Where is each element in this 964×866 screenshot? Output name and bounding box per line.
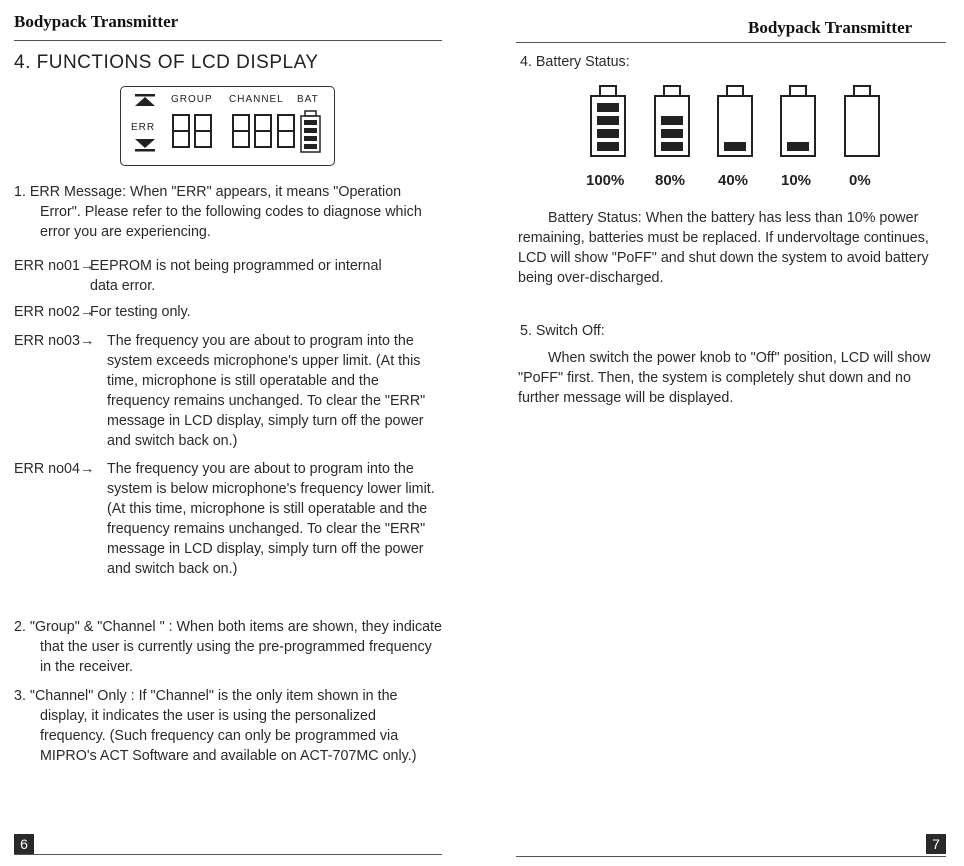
battery-bar (597, 103, 619, 112)
lcd-segments-graphic (121, 87, 334, 165)
battery-icon-2 (718, 86, 752, 156)
err-code-01: ERR no01→ (14, 258, 95, 274)
battery-pct-40: 40% (718, 172, 749, 189)
right-header-rule (516, 42, 946, 43)
lcd-err-label: ERR (131, 122, 156, 133)
lcd-channel-label: CHANNEL (229, 94, 284, 105)
right-footer-rule (516, 856, 946, 857)
right-page-header: Bodypack Transmitter (748, 18, 913, 37)
battery-bar (661, 129, 683, 138)
err-code-02: ERR no02→ (14, 304, 95, 320)
battery-icon-1 (655, 86, 689, 156)
battery-pct-10: 10% (781, 172, 812, 189)
battery-bar (724, 142, 746, 151)
err-code-03: ERR no03→ (14, 333, 95, 349)
battery-bar (597, 116, 619, 125)
group-channel-item: 2. "Group" & "Channel " : When both items are shown, they indicate that the user is currently using the pre-programmed frequency in the receiver. (14, 619, 442, 675)
err-message-item: 1. ERR Message: When "ERR" appears, it means "Operation Error". Please refer to the following codes to diagnose which error you are experiencing. (14, 184, 422, 240)
channel-only-item: 3. "Channel" Only : If "Channel" is the only item shown in the display, it indicates the user is using the personalized frequency. (Such frequency can only be programmed via MIPRO's ACT Software and available on ACT-707MC only.) (14, 688, 417, 764)
left-footer-rule (14, 854, 442, 855)
err-code-04: ERR no04→ (14, 461, 95, 477)
battery-icon-0 (591, 86, 625, 156)
battery-bar (597, 129, 619, 138)
lcd-bat-label: BAT (297, 94, 319, 105)
battery-bar (661, 142, 683, 151)
left-header-rule (14, 40, 442, 41)
lcd-display-diagram (120, 86, 335, 166)
battery-bar (787, 142, 809, 151)
err-desc-04: The frequency you are about to program into the system is below microphone's frequency lower limit. (At this time, microphone is still operatable and the frequency remains unchanged. To clear the "ERR" message in LCD display, simply turn off the power and switch back on.) (107, 461, 435, 577)
battery-icon-4 (845, 86, 879, 156)
battery-bar (597, 142, 619, 151)
battery-bar (661, 116, 683, 125)
err-desc-01: EEPROM is not being programmed or internal data error. (90, 258, 382, 294)
err-desc-03: The frequency you are about to program into the system exceeds microphone's upper limit. (At this time, microphone is still operatable and the frequency remains unchanged. To clear the "ERR" message in LCD display, simply turn off the power and switch back on.) (107, 333, 426, 449)
left-page-number: 6 (14, 834, 34, 854)
err-desc-02: For testing only. (90, 304, 191, 320)
battery-icon-3 (781, 86, 815, 156)
left-page-header: Bodypack Transmitter (14, 12, 179, 31)
battery-levels-graphic (585, 82, 885, 160)
switch-off-title: 5. Switch Off: (520, 323, 605, 339)
right-page-number: 7 (926, 834, 946, 854)
battery-pct-0: 0% (849, 172, 871, 189)
switch-off-text: When switch the power knob to "Off" position, LCD will show "PoFF" first. Then, the system is completely shut down and no further message will be displayed. (518, 350, 931, 406)
battery-status-title: 4. Battery Status: (520, 54, 630, 70)
battery-status-text: Battery Status: When the battery has less than 10% power remaining, batteries must be replaced. If undervoltage continues, LCD will show "PoFF" and shut down the system to avoid battery being over-discharged. (518, 210, 929, 286)
section-title: 4. FUNCTIONS OF LCD DISPLAY (14, 52, 319, 73)
lcd-group-label: GROUP (171, 94, 213, 105)
battery-pct-100: 100% (586, 172, 625, 189)
battery-pct-80: 80% (655, 172, 686, 189)
